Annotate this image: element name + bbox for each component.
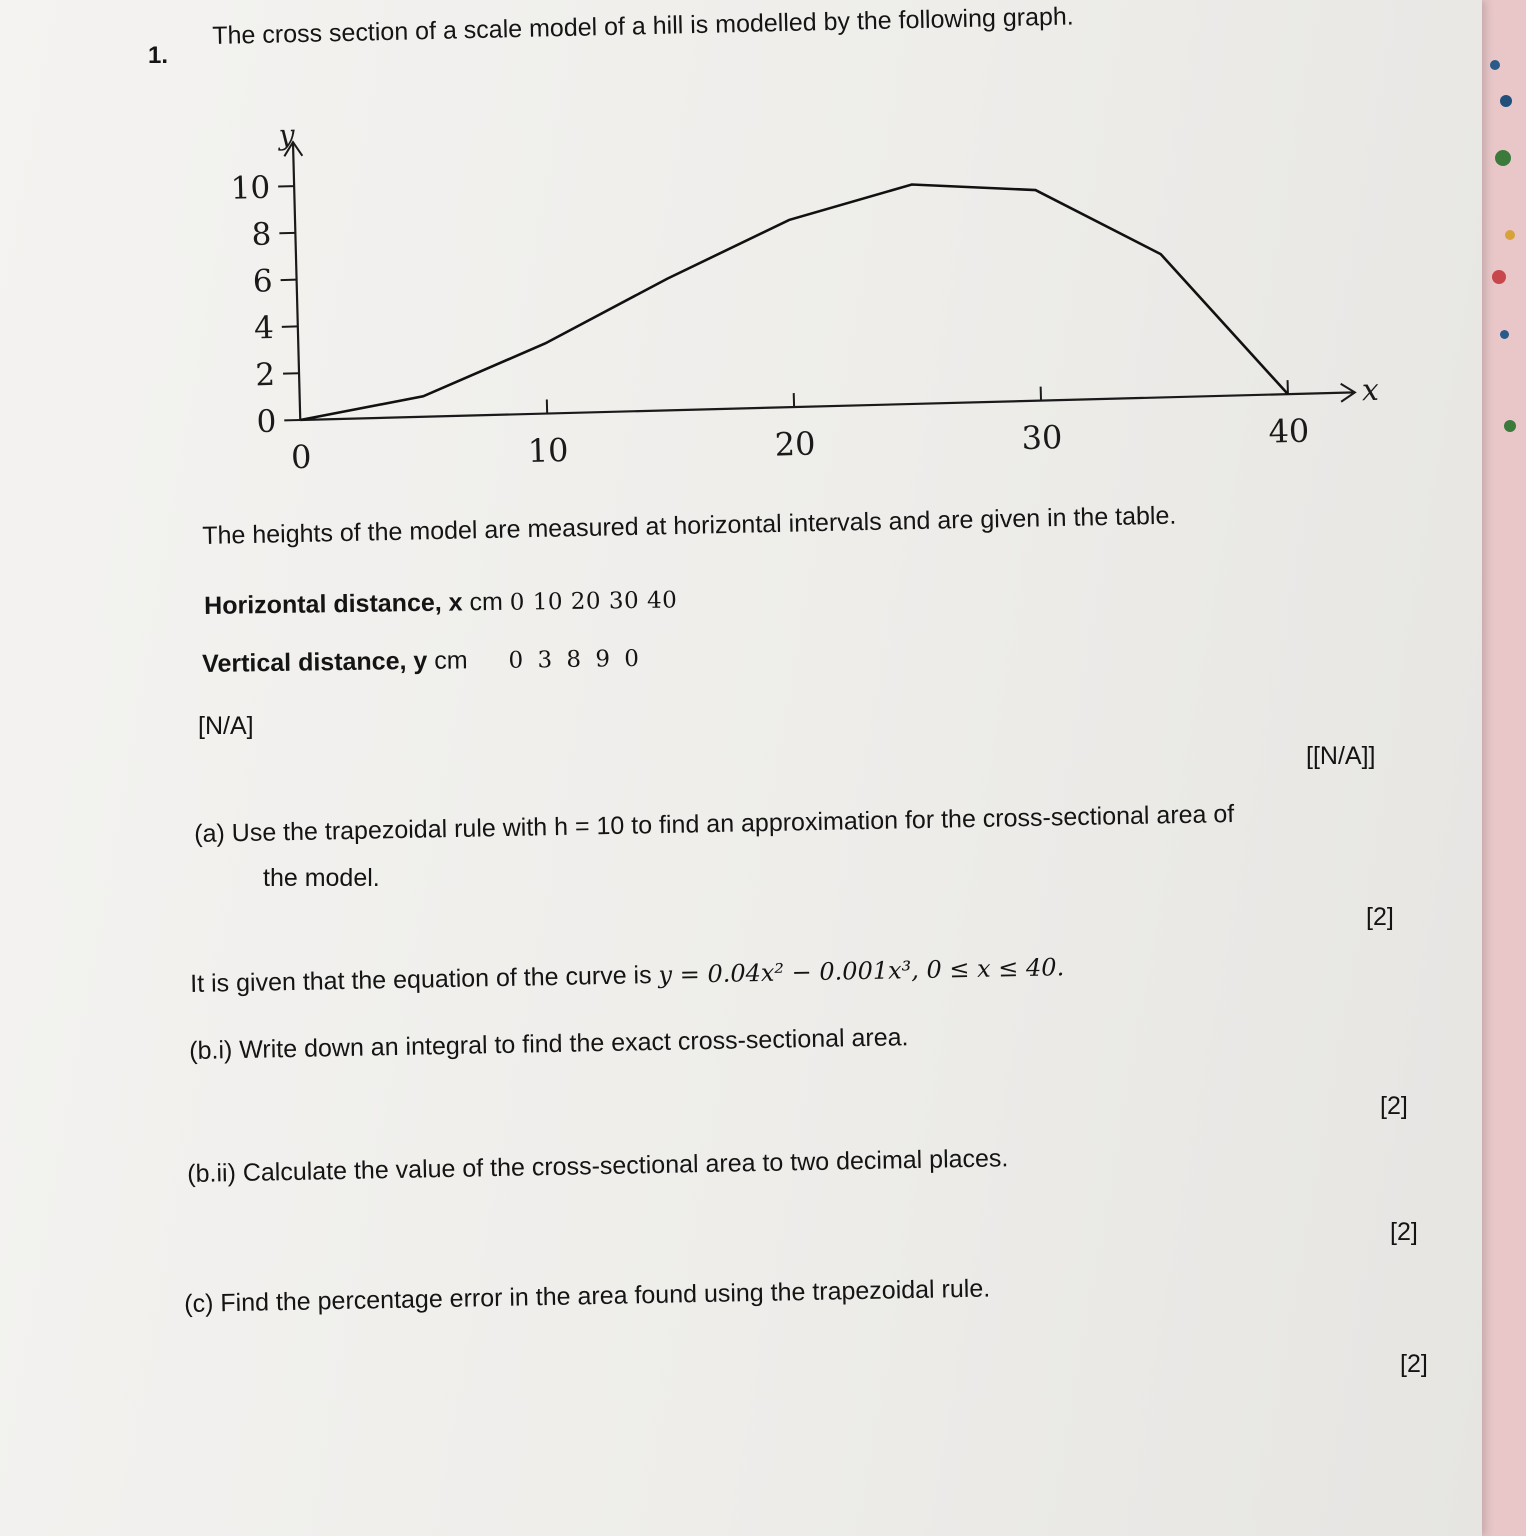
row-unit: cm (434, 646, 468, 675)
part-bii-question: (b.ii) Calculate the value of the cross-sectional area to two decimal places. (187, 1144, 1009, 1188)
y-tick-label: 8 (251, 216, 272, 253)
part-bi-marks: [2] (1380, 1092, 1408, 1120)
x-axis-label: x (1361, 372, 1380, 409)
row-unit: cm (469, 587, 504, 617)
x-tick-label: 30 (1021, 418, 1063, 458)
x-tick-label: 0 (290, 437, 312, 477)
x-tick-label: 20 (774, 424, 816, 464)
part-a-marks: [2] (1366, 903, 1394, 931)
question-stem: The cross section of a scale model of a hill is modelled by the following graph. (212, 2, 1074, 50)
hill-curve (295, 175, 1288, 420)
y-axis (293, 142, 300, 420)
curve-equation-statement (190, 953, 1064, 999)
x-axis (300, 392, 1355, 420)
part-bi-question: (b.i) Write down an integral to find the exact cross-sectional area. (189, 1023, 909, 1065)
fabric-dot (1504, 420, 1516, 432)
table-row-vertical (202, 644, 640, 679)
y-tick-label: 10 (230, 169, 271, 207)
na-marks-placeholder: [[N/A]] (1306, 742, 1376, 770)
row-values: 0 10 20 30 40 (509, 587, 678, 616)
fabric-dot (1500, 95, 1512, 107)
y-tick-label: 4 (253, 310, 275, 347)
y-tick-label: 6 (252, 263, 274, 300)
part-a-question: (a) Use the trapezoidal rule with h = 10 to find an approximation for the cross-sectional area of (194, 800, 1235, 848)
row-values: 0 3 8 9 0 (508, 645, 640, 674)
question-number: 1. (148, 42, 169, 69)
given-text: It is given that the equation of the curve is (190, 961, 659, 998)
part-c-question: (c) Find the percentage error in the area found using the trapezoidal rule. (184, 1274, 991, 1318)
y-tick-label: 0 (256, 403, 277, 441)
y-axis-label: y (278, 118, 296, 152)
fabric-dot (1490, 60, 1500, 70)
na-placeholder: [N/A] (198, 712, 254, 740)
row-label: Vertical distance, y (202, 646, 428, 678)
table-row-horizontal (204, 585, 677, 621)
part-a-question-cont: the model. (263, 864, 380, 892)
table-intro: The heights of the model are measured at horizontal intervals and are given in the table. (202, 501, 1177, 550)
x-tick-label: 10 (527, 430, 569, 471)
part-c-marks: [2] (1400, 1350, 1428, 1378)
y-tick-label: 2 (254, 356, 276, 394)
row-label: Horizontal distance, x (204, 588, 463, 620)
fabric-dot (1505, 230, 1515, 240)
curve-equation: y = 0.04x² − 0.001x³, 0 ≤ x ≤ 40. (658, 953, 1065, 990)
fabric-dot (1500, 330, 1509, 339)
fabric-dot (1492, 270, 1506, 284)
hill-cross-section-graph (200, 110, 1380, 500)
part-bii-marks: [2] (1390, 1218, 1418, 1246)
fabric-dot (1495, 150, 1511, 166)
x-tick-label: 40 (1268, 411, 1310, 451)
